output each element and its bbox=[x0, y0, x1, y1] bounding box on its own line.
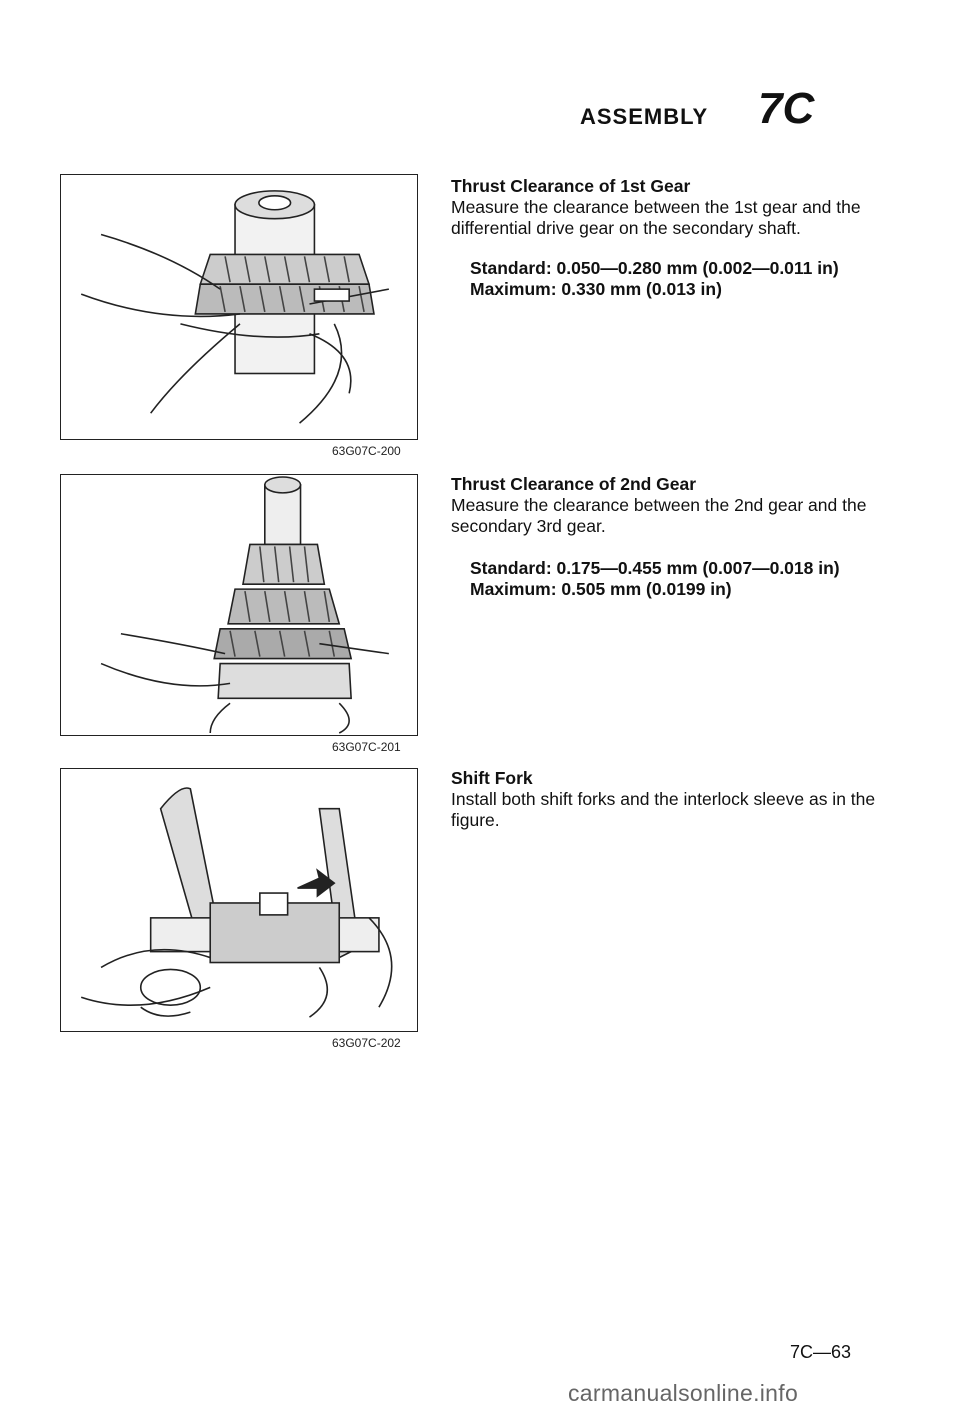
figure-id: 63G07C-202 bbox=[332, 1036, 401, 1050]
figure-shift-fork bbox=[60, 768, 418, 1032]
section-body: Measure the clearance between the 2nd gear and the secondary 3rd gear. bbox=[451, 495, 867, 536]
section-body: Measure the clearance between the 1st gear and the differential drive gear on the secondary shaft. bbox=[451, 197, 861, 238]
spec-maximum: Maximum: 0.505 mm (0.0199 in) bbox=[470, 579, 732, 599]
section-heading: Thrust Clearance of 2nd Gear bbox=[451, 474, 697, 494]
watermark-link[interactable]: carmanualsonline.info bbox=[568, 1380, 799, 1406]
section-title: ASSEMBLY bbox=[580, 104, 709, 129]
spec-standard: Standard: 0.050—0.280 mm (0.002—0.011 in) bbox=[470, 258, 839, 278]
section-heading: Thrust Clearance of 1st Gear bbox=[451, 176, 691, 196]
spec-standard: Standard: 0.175—0.455 mm (0.007—0.018 in) bbox=[470, 558, 840, 578]
section-thrust-clearance-2nd bbox=[451, 474, 881, 537]
illustration-feeler-gauge-2nd-gear bbox=[61, 475, 417, 735]
section-thrust-clearance-1st bbox=[451, 176, 881, 239]
section-heading: Shift Fork bbox=[451, 768, 533, 788]
page-header bbox=[570, 82, 870, 142]
page-number: 7C—63 bbox=[790, 1342, 852, 1362]
illustration-feeler-gauge-1st-gear bbox=[61, 175, 417, 439]
figure-id: 63G07C-200 bbox=[332, 444, 401, 458]
spec-maximum: Maximum: 0.330 mm (0.013 in) bbox=[470, 279, 722, 299]
section-shift-fork bbox=[451, 768, 881, 831]
figure-id: 63G07C-201 bbox=[332, 740, 401, 754]
figure-gear-thrust-2nd bbox=[60, 474, 418, 736]
chapter-code: 7C bbox=[758, 84, 815, 133]
section-body: Install both shift forks and the interlock sleeve as in the figure. bbox=[451, 789, 876, 830]
figure-gear-thrust-1st bbox=[60, 174, 418, 440]
illustration-shift-fork-install bbox=[61, 769, 417, 1031]
